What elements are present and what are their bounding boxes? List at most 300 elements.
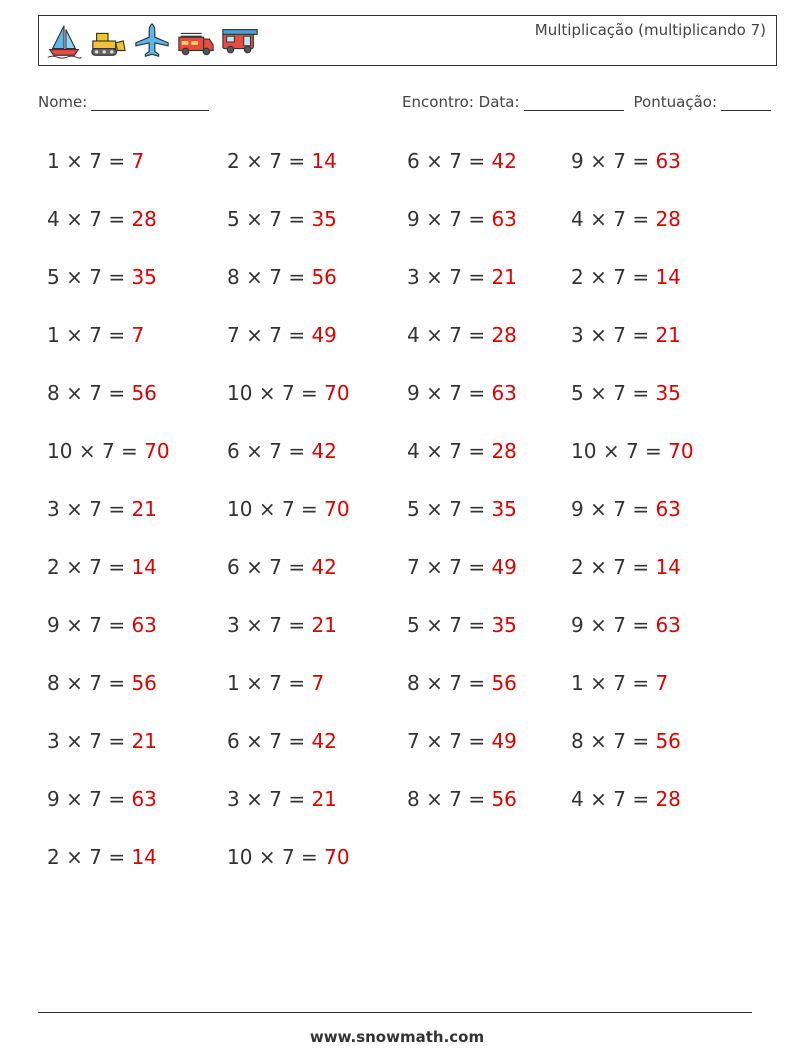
problem-item — [227, 496, 350, 522]
equals-sign: = — [288, 787, 306, 811]
times-sign: × — [426, 439, 443, 463]
equals-sign: = — [468, 381, 486, 405]
footer-url: www.snowmath.com — [309, 1028, 485, 1046]
equals-sign: = — [288, 323, 306, 347]
times-sign: × — [590, 265, 607, 289]
answer: 14 — [655, 555, 681, 579]
problem-item — [47, 554, 157, 580]
problem-item — [571, 206, 681, 232]
multiplier: 7 — [89, 787, 102, 811]
equals-sign: = — [632, 497, 650, 521]
multiplicand: 1 — [227, 671, 240, 695]
multiplier: 7 — [449, 671, 462, 695]
problem-item — [47, 728, 157, 754]
multiplicand: 4 — [407, 439, 420, 463]
problem-item — [407, 786, 517, 812]
equals-sign: = — [468, 149, 486, 173]
equals-sign: = — [468, 497, 486, 521]
equals-sign: = — [288, 613, 306, 637]
times-sign: × — [66, 555, 83, 579]
times-sign: × — [426, 207, 443, 231]
times-sign: × — [258, 381, 276, 405]
multiplier: 7 — [89, 497, 102, 521]
score-label: Pontuação: — [633, 93, 717, 111]
problem-item — [407, 264, 517, 290]
equals-sign: = — [108, 729, 126, 753]
problem-item — [227, 554, 337, 580]
multiplier: 7 — [89, 555, 102, 579]
equals-sign: = — [468, 207, 486, 231]
multiplier: 7 — [613, 149, 626, 173]
answer: 7 — [131, 149, 145, 173]
answer: 42 — [311, 729, 337, 753]
multiplier: 7 — [449, 613, 462, 637]
multiplier: 7 — [269, 787, 282, 811]
times-sign: × — [590, 729, 607, 753]
times-sign: × — [66, 207, 83, 231]
times-sign: × — [426, 323, 443, 347]
equals-sign: = — [121, 439, 138, 463]
multiplier: 7 — [613, 787, 626, 811]
multiplier: 7 — [89, 149, 102, 173]
problem-item — [227, 438, 337, 464]
equals-sign: = — [108, 381, 126, 405]
equals-sign: = — [108, 207, 126, 231]
answer: 28 — [491, 323, 517, 347]
multiplicand: 8 — [407, 671, 420, 695]
multiplier: 7 — [89, 729, 102, 753]
answer: 28 — [655, 787, 681, 811]
multiplicand: 3 — [47, 729, 60, 753]
multiplier: 7 — [449, 323, 462, 347]
multiplier: 7 — [269, 323, 282, 347]
times-sign: × — [590, 149, 607, 173]
answer: 56 — [491, 671, 517, 695]
equals-sign: = — [632, 265, 650, 289]
multiplicand: 5 — [571, 381, 584, 405]
times-sign: × — [246, 439, 263, 463]
worksheet-title: Multiplicação (multiplicando 7) — [534, 21, 766, 39]
multiplicand: 4 — [407, 323, 420, 347]
problem-item — [227, 844, 350, 870]
multiplicand: 2 — [571, 265, 584, 289]
multiplier: 7 — [613, 497, 626, 521]
multiplicand: 9 — [571, 149, 584, 173]
equals-sign: = — [108, 555, 126, 579]
answer: 7 — [311, 671, 325, 695]
multiplier: 7 — [101, 439, 115, 463]
equals-sign: = — [288, 729, 306, 753]
answer: 35 — [491, 613, 517, 637]
equals-sign: = — [468, 613, 486, 637]
multiplicand: 10 — [227, 845, 253, 869]
multiplicand: 5 — [407, 613, 420, 637]
equals-sign: = — [632, 555, 650, 579]
equals-sign: = — [632, 671, 650, 695]
answer: 21 — [311, 787, 337, 811]
times-sign: × — [246, 613, 263, 637]
equals-sign: = — [632, 729, 650, 753]
times-sign: × — [590, 613, 607, 637]
multiplier: 7 — [449, 265, 462, 289]
answer: 42 — [311, 439, 337, 463]
multiplier: 7 — [613, 207, 626, 231]
times-sign: × — [246, 265, 263, 289]
answer: 14 — [131, 845, 157, 869]
multiplicand: 7 — [227, 323, 240, 347]
problem-item — [227, 264, 337, 290]
problem-item — [227, 786, 337, 812]
times-sign: × — [66, 671, 83, 695]
multiplier: 7 — [449, 787, 462, 811]
equals-sign: = — [468, 787, 486, 811]
answer: 70 — [668, 439, 694, 463]
equals-sign: = — [301, 845, 318, 869]
problem-item — [47, 380, 157, 406]
multiplicand: 9 — [407, 381, 420, 405]
equals-sign: = — [632, 613, 650, 637]
multiplier: 7 — [613, 555, 626, 579]
problem-item — [571, 786, 681, 812]
multiplicand: 5 — [227, 207, 240, 231]
footer-divider — [38, 1012, 752, 1013]
problem-item — [47, 148, 144, 174]
equals-sign: = — [288, 207, 306, 231]
problem-item — [47, 844, 157, 870]
multiplicand: 3 — [571, 323, 584, 347]
equals-sign: = — [108, 787, 126, 811]
times-sign: × — [426, 671, 443, 695]
equals-sign: = — [632, 207, 650, 231]
times-sign: × — [590, 497, 607, 521]
name-label: Nome: — [38, 93, 88, 111]
multiplier: 7 — [89, 845, 102, 869]
equals-sign: = — [301, 381, 318, 405]
multiplicand: 6 — [227, 439, 240, 463]
problem-item — [571, 496, 681, 522]
answer: 63 — [491, 207, 517, 231]
problem-item — [227, 612, 337, 638]
multiplier: 7 — [281, 381, 295, 405]
multiplier: 7 — [449, 207, 462, 231]
times-sign: × — [590, 207, 607, 231]
multiplier: 7 — [613, 729, 626, 753]
times-sign: × — [590, 671, 607, 695]
answer: 21 — [311, 613, 337, 637]
multiplicand: 9 — [47, 787, 60, 811]
times-sign: × — [426, 497, 443, 521]
times-sign: × — [426, 613, 443, 637]
multiplicand: 7 — [407, 729, 420, 753]
answer: 14 — [131, 555, 157, 579]
answer: 56 — [311, 265, 337, 289]
problem-item — [227, 206, 337, 232]
multiplier: 7 — [613, 613, 626, 637]
multiplier: 7 — [269, 671, 282, 695]
multiplicand: 2 — [227, 149, 240, 173]
problem-item — [227, 380, 350, 406]
answer: 63 — [131, 787, 157, 811]
times-sign: × — [66, 265, 83, 289]
times-sign: × — [66, 845, 83, 869]
equals-sign: = — [632, 787, 650, 811]
problem-item — [407, 554, 517, 580]
multiplier: 7 — [269, 613, 282, 637]
times-sign: × — [246, 555, 263, 579]
times-sign: × — [78, 439, 96, 463]
answer: 56 — [131, 671, 157, 695]
multiplier: 7 — [449, 497, 462, 521]
multiplicand: 1 — [571, 671, 584, 695]
problem-item — [47, 438, 170, 464]
multiplier: 7 — [449, 381, 462, 405]
answer: 63 — [491, 381, 517, 405]
problem-item — [407, 148, 517, 174]
answer: 70 — [324, 845, 350, 869]
times-sign: × — [426, 149, 443, 173]
answer: 49 — [311, 323, 337, 347]
multiplier: 7 — [89, 671, 102, 695]
multiplicand: 7 — [407, 555, 420, 579]
multiplier: 7 — [281, 845, 295, 869]
answer: 49 — [491, 555, 517, 579]
answer: 63 — [655, 613, 681, 637]
multiplier: 7 — [269, 555, 282, 579]
problem-item — [571, 670, 668, 696]
multiplicand: 10 — [227, 497, 253, 521]
problem-item — [407, 206, 517, 232]
times-sign: × — [66, 613, 83, 637]
multiplier: 7 — [89, 207, 102, 231]
problem-item — [407, 728, 517, 754]
multiplicand: 6 — [227, 555, 240, 579]
multiplier: 7 — [281, 497, 295, 521]
problem-item — [571, 612, 681, 638]
problem-item — [407, 322, 517, 348]
problem-item — [571, 380, 681, 406]
multiplicand: 8 — [47, 381, 60, 405]
problem-item — [227, 670, 324, 696]
answer: 7 — [655, 671, 669, 695]
problem-item — [227, 148, 337, 174]
times-sign: × — [246, 787, 263, 811]
multiplicand: 4 — [571, 787, 584, 811]
problem-item — [571, 322, 681, 348]
problem-item — [47, 496, 157, 522]
problem-item — [571, 554, 681, 580]
problem-item — [47, 206, 157, 232]
answer: 28 — [655, 207, 681, 231]
equals-sign: = — [301, 497, 318, 521]
equals-sign: = — [468, 265, 486, 289]
problem-item — [407, 380, 517, 406]
answer: 35 — [655, 381, 681, 405]
answer: 35 — [311, 207, 337, 231]
multiplier: 7 — [613, 265, 626, 289]
multiplicand: 5 — [47, 265, 60, 289]
answer: 56 — [655, 729, 681, 753]
multiplicand: 1 — [47, 149, 60, 173]
answer: 56 — [491, 787, 517, 811]
times-sign: × — [426, 555, 443, 579]
equals-sign: = — [288, 265, 306, 289]
multiplier: 7 — [269, 149, 282, 173]
multiplier: 7 — [89, 323, 102, 347]
multiplicand: 9 — [571, 613, 584, 637]
multiplicand: 8 — [407, 787, 420, 811]
times-sign: × — [66, 323, 83, 347]
multiplier: 7 — [269, 207, 282, 231]
answer: 63 — [655, 497, 681, 521]
equals-sign: = — [632, 149, 650, 173]
answer: 35 — [131, 265, 157, 289]
problem-item — [47, 612, 157, 638]
times-sign: × — [66, 787, 83, 811]
answer: 42 — [311, 555, 337, 579]
multiplicand: 3 — [227, 613, 240, 637]
answer: 49 — [491, 729, 517, 753]
multiplicand: 9 — [47, 613, 60, 637]
multiplier: 7 — [269, 729, 282, 753]
date-label: Encontro: Data: — [402, 93, 520, 111]
multiplier: 7 — [269, 265, 282, 289]
multiplier: 7 — [449, 149, 462, 173]
multiplier: 7 — [613, 671, 626, 695]
times-sign: × — [246, 149, 263, 173]
answer: 70 — [144, 439, 170, 463]
multiplier: 7 — [89, 613, 102, 637]
equals-sign: = — [108, 671, 126, 695]
multiplier: 7 — [449, 439, 462, 463]
multiplicand: 3 — [227, 787, 240, 811]
multiplicand: 9 — [571, 497, 584, 521]
answer: 21 — [491, 265, 517, 289]
multiplicand: 9 — [407, 207, 420, 231]
multiplier: 7 — [449, 555, 462, 579]
problem-item — [407, 670, 517, 696]
answer: 21 — [131, 497, 157, 521]
problem-item — [407, 612, 517, 638]
times-sign: × — [246, 323, 263, 347]
equals-sign: = — [108, 149, 126, 173]
equals-sign: = — [468, 323, 486, 347]
multiplier: 7 — [89, 381, 102, 405]
problem-item — [47, 786, 157, 812]
equals-sign: = — [632, 381, 650, 405]
problem-item — [227, 728, 337, 754]
equals-sign: = — [288, 149, 306, 173]
answer: 63 — [655, 149, 681, 173]
problem-item — [47, 322, 144, 348]
problem-item — [571, 264, 681, 290]
answer: 35 — [491, 497, 517, 521]
times-sign: × — [66, 149, 83, 173]
multiplicand: 1 — [47, 323, 60, 347]
multiplier: 7 — [625, 439, 639, 463]
times-sign: × — [246, 729, 263, 753]
times-sign: × — [246, 207, 263, 231]
multiplicand: 2 — [47, 845, 60, 869]
times-sign: × — [590, 787, 607, 811]
multiplicand: 8 — [47, 671, 60, 695]
answer: 63 — [131, 613, 157, 637]
multiplier: 7 — [613, 381, 626, 405]
multiplier: 7 — [89, 265, 102, 289]
equals-sign: = — [645, 439, 662, 463]
equals-sign: = — [468, 729, 486, 753]
equals-sign: = — [108, 497, 126, 521]
times-sign: × — [590, 323, 607, 347]
problem-item — [571, 438, 694, 464]
answer: 28 — [131, 207, 157, 231]
multiplicand: 2 — [47, 555, 60, 579]
times-sign: × — [426, 787, 443, 811]
multiplicand: 8 — [227, 265, 240, 289]
equals-sign: = — [468, 671, 486, 695]
times-sign: × — [602, 439, 620, 463]
problem-item — [407, 496, 517, 522]
problem-item — [47, 670, 157, 696]
multiplier: 7 — [269, 439, 282, 463]
multiplicand: 3 — [407, 265, 420, 289]
times-sign: × — [590, 381, 607, 405]
times-sign: × — [66, 497, 83, 521]
answer: 70 — [324, 381, 350, 405]
multiplicand: 6 — [407, 149, 420, 173]
problem-item — [227, 322, 337, 348]
problem-item — [47, 264, 157, 290]
multiplicand: 2 — [571, 555, 584, 579]
times-sign: × — [590, 555, 607, 579]
multiplier: 7 — [613, 323, 626, 347]
problem-item — [571, 148, 681, 174]
equals-sign: = — [632, 323, 650, 347]
equals-sign: = — [108, 265, 126, 289]
answer: 70 — [324, 497, 350, 521]
times-sign: × — [258, 497, 276, 521]
multiplicand: 8 — [571, 729, 584, 753]
times-sign: × — [426, 381, 443, 405]
answer: 56 — [131, 381, 157, 405]
problem-item — [571, 728, 681, 754]
multiplicand: 10 — [227, 381, 253, 405]
answer: 28 — [491, 439, 517, 463]
equals-sign: = — [108, 323, 126, 347]
times-sign: × — [246, 671, 263, 695]
multiplicand: 6 — [227, 729, 240, 753]
equals-sign: = — [108, 613, 126, 637]
multiplier: 7 — [449, 729, 462, 753]
answer: 21 — [655, 323, 681, 347]
times-sign: × — [258, 845, 276, 869]
times-sign: × — [426, 729, 443, 753]
times-sign: × — [426, 265, 443, 289]
multiplicand: 10 — [571, 439, 597, 463]
problem-item — [407, 438, 517, 464]
multiplicand: 5 — [407, 497, 420, 521]
answer: 14 — [311, 149, 337, 173]
equals-sign: = — [288, 439, 306, 463]
multiplicand: 10 — [47, 439, 73, 463]
multiplicand: 3 — [47, 497, 60, 521]
answer: 42 — [491, 149, 517, 173]
multiplicand: 4 — [47, 207, 60, 231]
equals-sign: = — [288, 555, 306, 579]
equals-sign: = — [468, 439, 486, 463]
answer: 21 — [131, 729, 157, 753]
multiplicand: 4 — [571, 207, 584, 231]
equals-sign: = — [108, 845, 126, 869]
